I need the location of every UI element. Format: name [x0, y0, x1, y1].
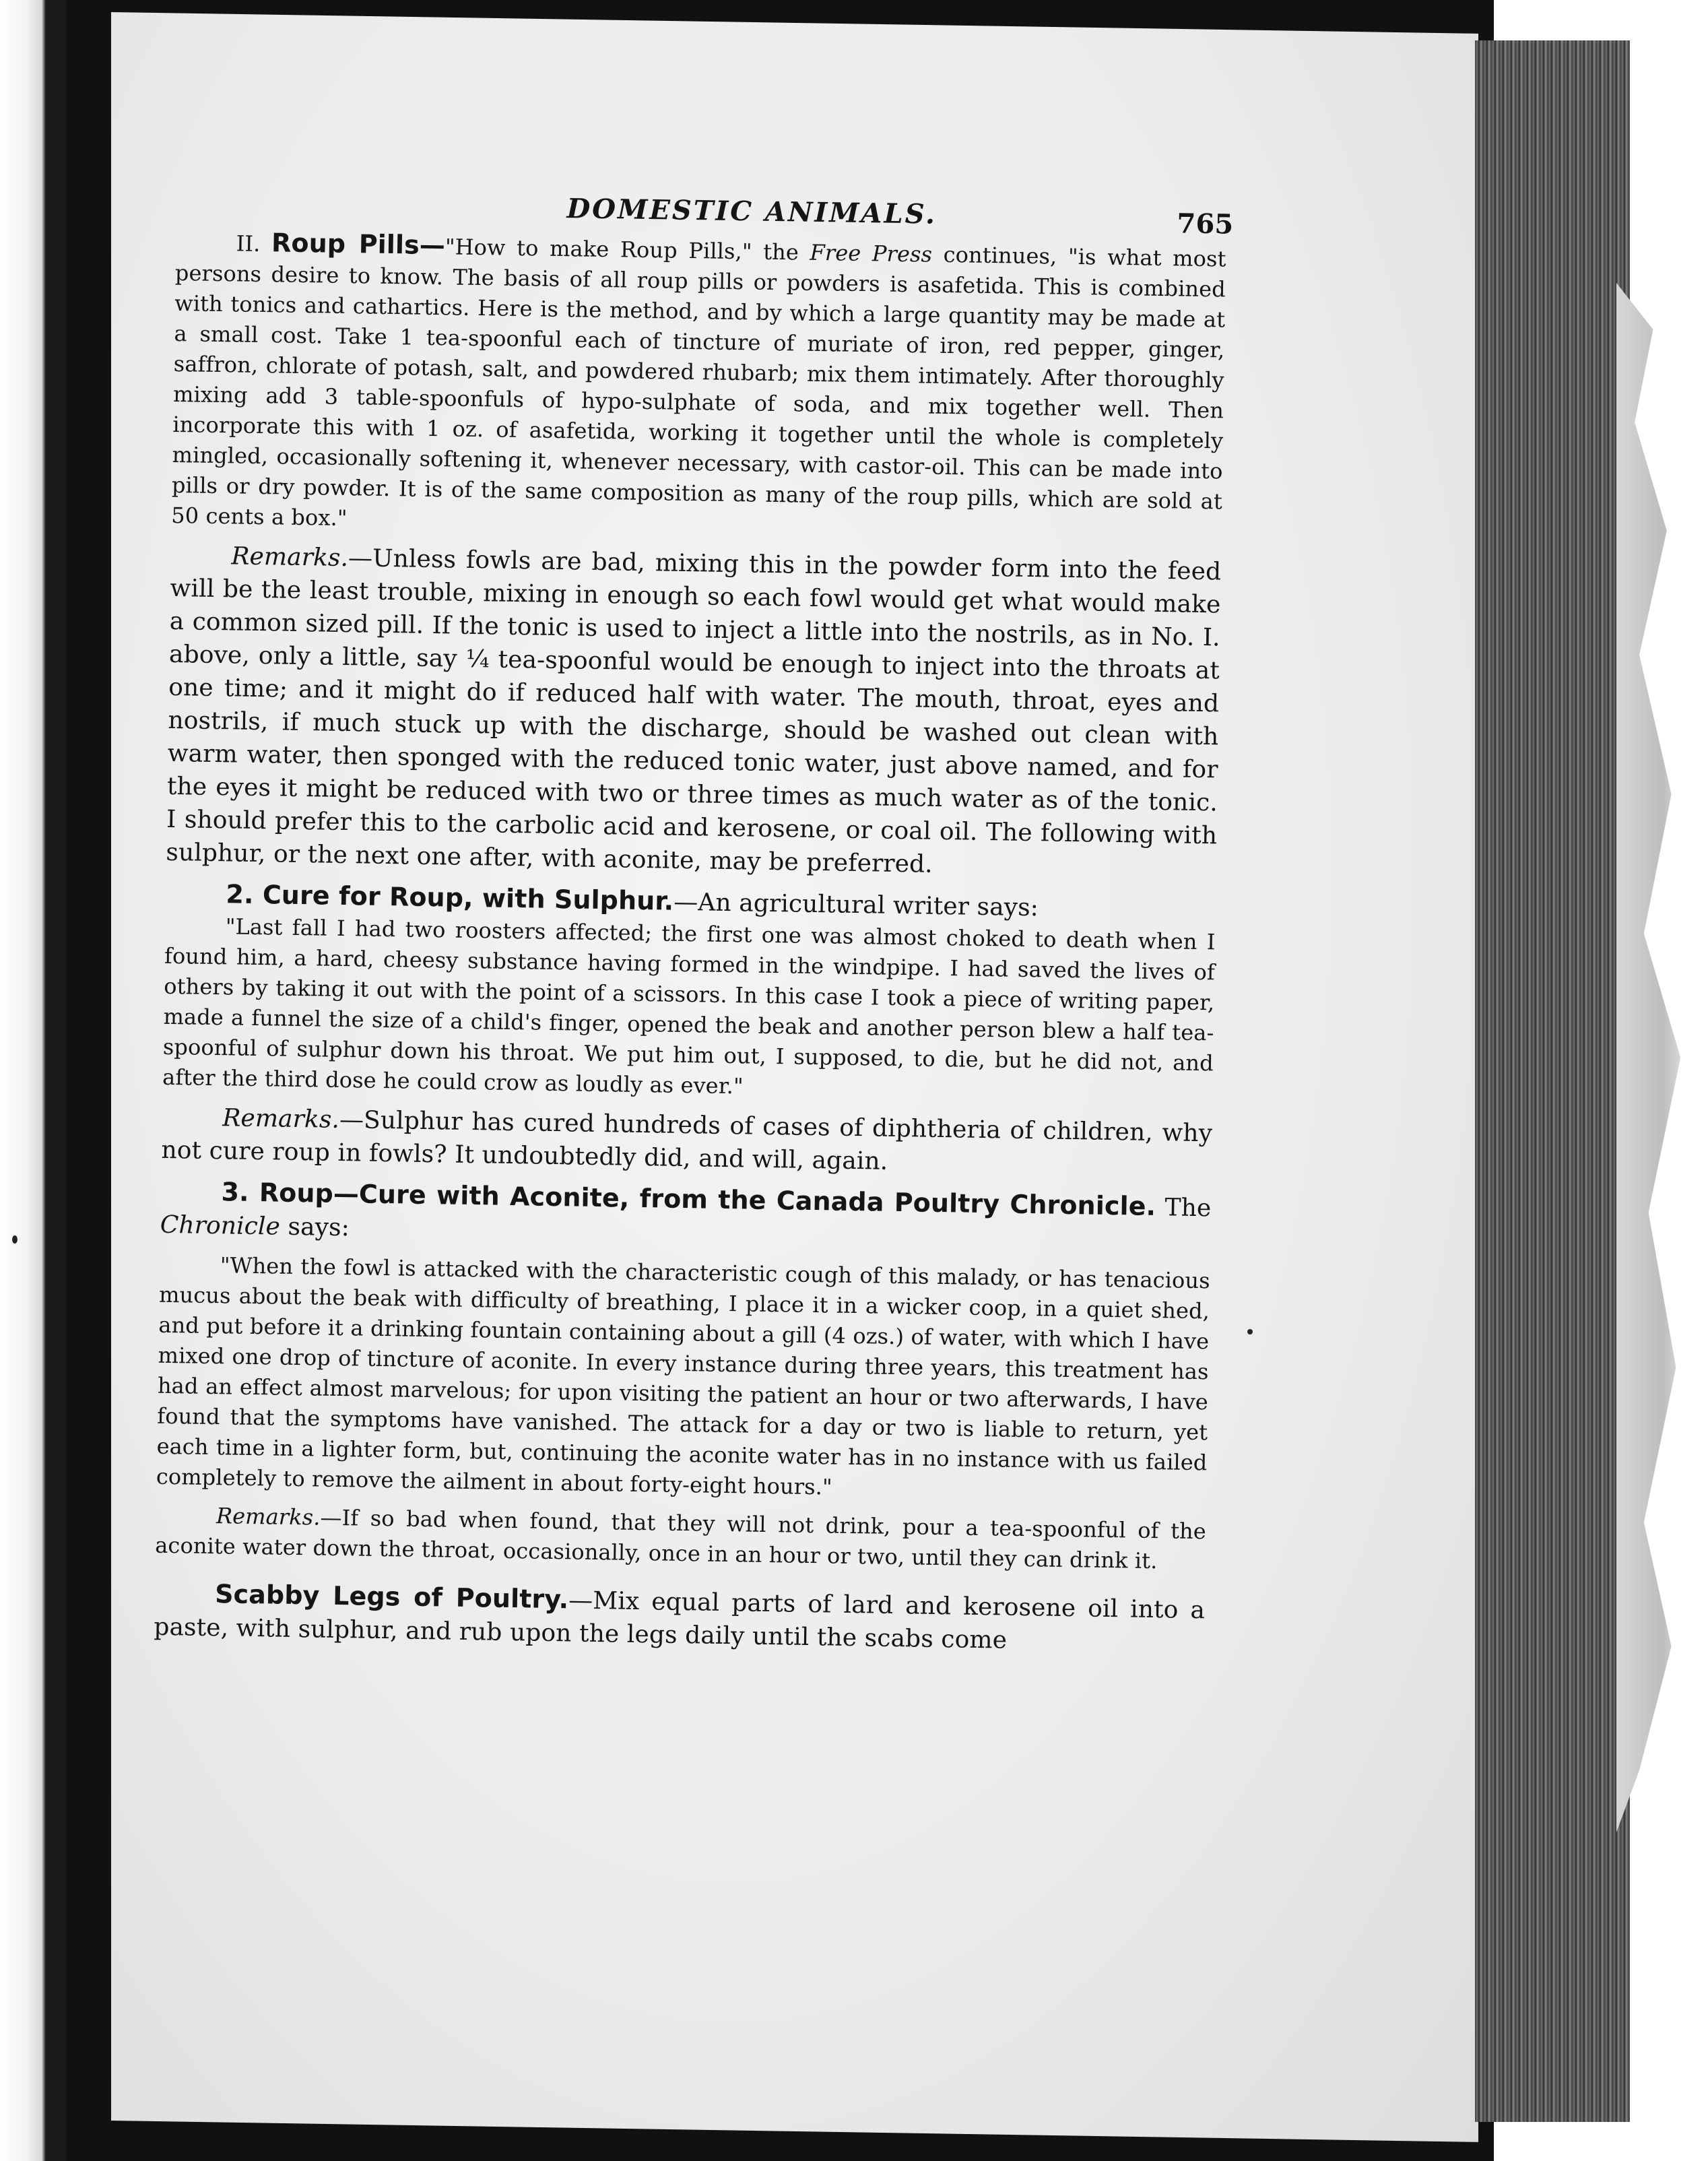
roup-pills-paragraph [171, 226, 1226, 547]
remarks-label: Remarks. [231, 542, 349, 573]
aconite-lead-paragraph [160, 1175, 1211, 1258]
adjacent-page-edge [0, 0, 67, 2161]
running-title: DOMESTIC ANIMALS. [566, 193, 938, 230]
remarks-label: Remarks. [216, 1503, 321, 1530]
remarks-paragraph [161, 1101, 1212, 1183]
remarks-body: —Unless fowls are bad, mixing this in the powder form into the feed will be the least trouble, mixing in enough so each fowl would get what would make a common sized pill. If the tonic is used to inject a little into the nostrils, as in No. I. above, only a little, say ¼ tea-spoonful would be enough to inject into the throats at one time; and it might do if reduced half with water. The mouth, throat, eyes and nostrils, if much stuck up with the discharge, should be washed out clean with warm water, then sponged with the reduced tonic water, just above named, and for the eyes it might be reduced with two or three times as much water as of the tonic. I should prefer this to the carbolic acid and kerosene, or coal oil. The following with sulphur, or the next one after, with aconite, may be preferred. [166, 544, 1222, 878]
roup-pills-body: continues, "is what most persons desire to know. The basis of all roup pills or powders is asafetida. This is combined with tonics and cathartics. Here is the method, and by which a large quantity may be made at a small cost. Take 1 tea-spoonful each of tincture of muriate of iron, red pepper, ginger, saffron, chlorate of potash, salt, and powdered rhubarb; mix them intimately. After thoroughly mixing add 3 table-spoonfuls of hypo-sulphate of soda, and mix together well. Then incorporate this with 1 oz. of asafetida, working it together until the whole is completely mingled, occasionally softening it, whenever necessary, with castor-oil. This can be made into pills or dry powder. It is of the same composition as many of the roup pills, which are sold at 50 cents a box." [171, 241, 1226, 531]
torn-page-edge [1616, 283, 1708, 1832]
roup-pills-quote-open: "How to make Roup Pills," the [445, 234, 810, 265]
remarks-body: —Sulphur has cured hundreds of cases of diphtheria of children, why not cure roup in fowls? It undoubtedly did, and will, again. [161, 1105, 1213, 1175]
sulphur-lead: —An agricultural writer says: [673, 888, 1039, 922]
remarks-paragraph [155, 1500, 1206, 1577]
aconite-lead-post: says: [280, 1213, 350, 1242]
aconite-quote: "When the fowl is attacked with the characteristic cough of this malady, or has tenacious mucus about the beak with difficulty of breathing, I place it in a wicker coop, in a quiet shed, and put before it a drinking fountain containing about a gill (4 ozs.) of water, with which I have mixed one drop of tincture of aconite. In every instance during three years, this treatment has had an effect almost marvelous; for upon visiting the patient an hour or two afterwards, I have found that the symptoms have vanished. The attack for a day or two is liable to return, yet each time in a lighter form, but, continuing the aconite water has in no instance with us failed completely to remove the ailment in about forty-eight hours." [156, 1252, 1210, 1500]
scabby-legs-heading: Scabby Legs of Poultry. [214, 1579, 569, 1615]
section-number: II. [236, 230, 261, 257]
roup-pills-heading: Roup Pills— [271, 228, 446, 261]
page-edges-stack [1475, 40, 1630, 2122]
sulphur-heading: 2. Cure for Roup, with Sulphur. [226, 879, 674, 916]
scan-speck [1247, 1329, 1253, 1334]
page-text [154, 186, 1234, 1660]
free-press-source: Free Press [810, 239, 933, 267]
aconite-lead-pre: The [1155, 1194, 1212, 1223]
page-number: 765 [1177, 207, 1234, 240]
aconite-heading: 3. Roup—Cure with Aconite, from the Canada Poultry Chronicle. [221, 1177, 1156, 1222]
remarks-body: —If so bad when found, that they will not drink, pour a tea-spoonful of the aconite water down the throat, occasionally, once in an hour or two, until they can drink it. [155, 1504, 1207, 1574]
scabby-legs-body: —Mix equal parts of lard and kerosene oil into a paste, with sulphur, and rub upon the legs daily until the scabs come [154, 1586, 1206, 1654]
sulphur-quote: "Last fall I had two roosters affected; the first one was almost choked to death when I found him, a hard, cheesy substance having formed in the windpipe. I had saved the lives of others by taking it out with the point of a scissors. In this case I took a piece of writing paper, made a funnel the size of a child's finger, opened the beak and another person blew a half tea-spoonful of sulphur down his throat. We put him out, I supposed, to die, but he did not, and after the third dose he could crow as loudly as ever." [162, 913, 1216, 1099]
chronicle-source: Chronicle [160, 1211, 281, 1241]
remarks-label: Remarks. [222, 1104, 340, 1134]
remarks-paragraph [166, 539, 1222, 885]
scan-speck [12, 1235, 18, 1244]
